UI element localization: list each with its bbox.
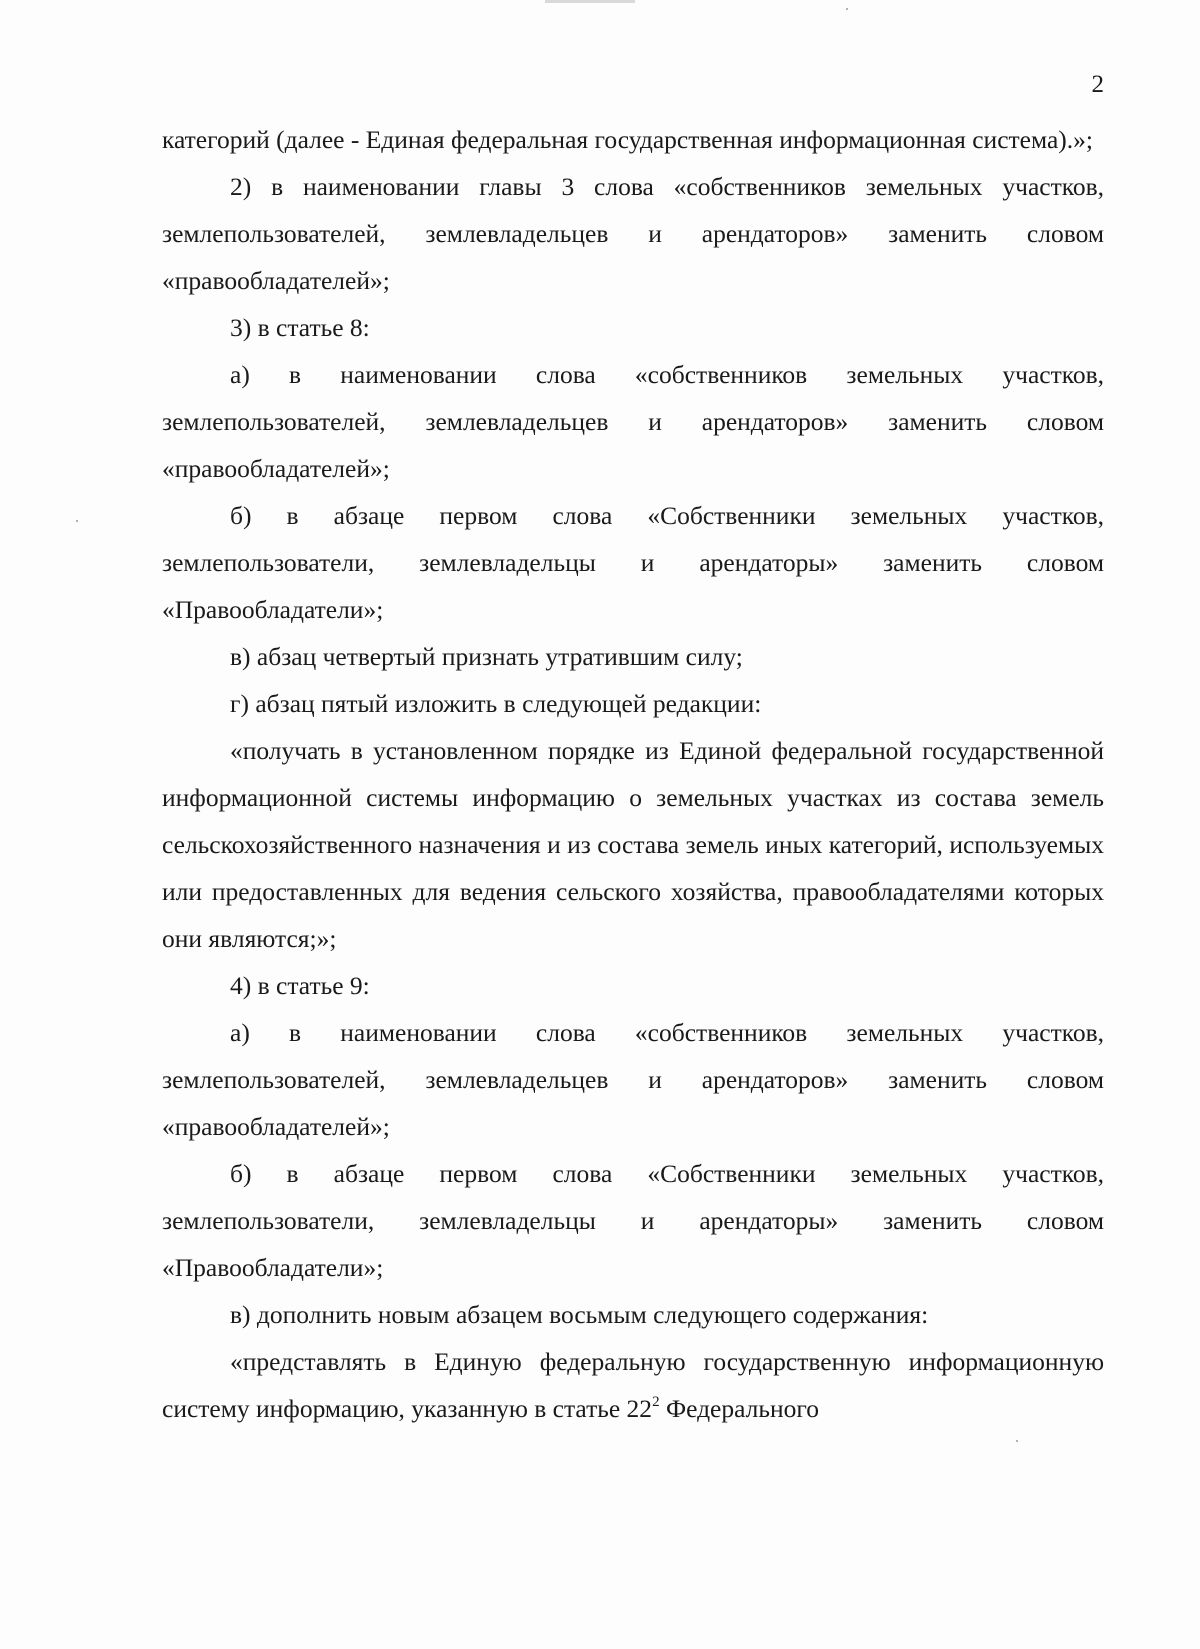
scan-artifact: [545, 0, 635, 3]
paragraph: в) абзац четвертый признать утратившим силу;: [230, 642, 743, 671]
paragraph: 2) в наименовании главы 3 слова «собственников земельных участков, землепользователей, землевладельцев и арендаторов» заменить словом «правообладателей»;: [162, 172, 1104, 295]
scan-artifact: [76, 520, 78, 522]
paragraph: в) дополнить новым абзацем восьмым следующего содержания:: [230, 1300, 929, 1329]
paragraph-text: «представлять в Единую федеральную государственную информационную систему информацию, указанную в статье 22: [162, 1347, 1104, 1423]
paragraph: «получать в установленном порядке из Единой федеральной государственной информационной системы информацию о земельных участках из состава земель сельскохозяйственного назначения и из состава земель иных категорий, используемых или предоставленных для ведения сельского хозяйства, правообладателями которых они являются;»;: [162, 736, 1104, 953]
document-body: [162, 116, 1104, 1432]
paragraph: категорий (далее - Единая федеральная государственная информационная система).»;: [162, 125, 1093, 154]
scan-artifact: [846, 8, 848, 10]
page-number: 2: [1091, 71, 1104, 98]
paragraph: а) в наименовании слова «собственников земельных участков, землепользователей, землевладельцев и арендаторов» заменить словом «правообладателей»;: [162, 360, 1104, 483]
paragraph: 4) в статье 9:: [230, 971, 370, 1000]
paragraph-last: [162, 1338, 1104, 1432]
paragraph: б) в абзаце первом слова «Собственники земельных участков, землепользователи, землевладельцы и арендаторы» заменить словом «Правообладатели»;: [162, 501, 1104, 624]
paragraph: а) в наименовании слова «собственников земельных участков, землепользователей, землевладельцев и арендаторов» заменить словом «правообладателей»;: [162, 1018, 1104, 1141]
paragraph: б) в абзаце первом слова «Собственники земельных участков, землепользователи, землевладельцы и арендаторы» заменить словом «Правообладатели»;: [162, 1159, 1104, 1282]
superscript: 2: [652, 1394, 660, 1410]
paragraph: 3) в статье 8:: [230, 313, 370, 342]
scan-artifact: [1016, 1440, 1018, 1442]
paragraph: г) абзац пятый изложить в следующей редакции:: [230, 689, 762, 718]
paragraph-text: Федерального: [659, 1394, 819, 1423]
